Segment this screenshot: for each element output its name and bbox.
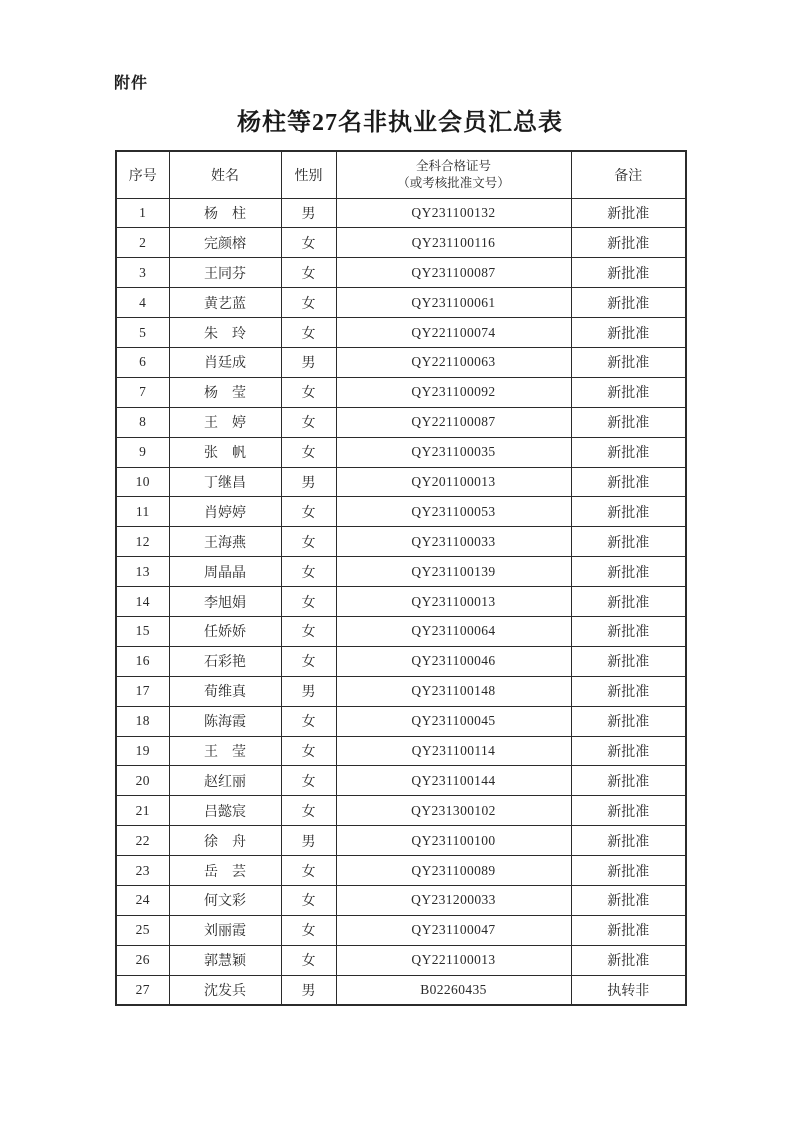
table-row xyxy=(116,347,686,377)
cell-gender: 女 xyxy=(281,885,336,915)
cell-gender: 女 xyxy=(281,318,336,348)
cell-name: 石彩艳 xyxy=(169,646,281,676)
cell-remark: 新批准 xyxy=(571,796,686,826)
cell-name: 肖婷婷 xyxy=(169,497,281,527)
cell-index: 2 xyxy=(116,228,169,258)
cell-index: 6 xyxy=(116,347,169,377)
cell-remark: 新批准 xyxy=(571,467,686,497)
header-row xyxy=(116,151,686,198)
cell-name: 徐 舟 xyxy=(169,826,281,856)
cell-name: 王 婷 xyxy=(169,407,281,437)
cell-name: 赵红丽 xyxy=(169,766,281,796)
cell-index: 9 xyxy=(116,437,169,467)
table-row xyxy=(116,407,686,437)
table-row xyxy=(116,856,686,886)
cell-cert: QY231100013 xyxy=(336,587,571,617)
cell-cert: QY231200033 xyxy=(336,885,571,915)
cell-cert: QY231100139 xyxy=(336,557,571,587)
cell-name: 李旭娟 xyxy=(169,587,281,617)
table-row xyxy=(116,497,686,527)
cell-gender: 女 xyxy=(281,766,336,796)
cell-name: 杨 莹 xyxy=(169,377,281,407)
cell-index: 13 xyxy=(116,557,169,587)
table-row xyxy=(116,796,686,826)
cell-remark: 新批准 xyxy=(571,945,686,975)
cell-index: 25 xyxy=(116,915,169,945)
cell-name: 王同芬 xyxy=(169,258,281,288)
cell-cert: QY231100033 xyxy=(336,527,571,557)
table-row xyxy=(116,258,686,288)
cell-remark: 新批准 xyxy=(571,766,686,796)
cell-gender: 女 xyxy=(281,527,336,557)
table-row xyxy=(116,527,686,557)
cell-name: 完颜榕 xyxy=(169,228,281,258)
cell-remark: 新批准 xyxy=(571,288,686,318)
cell-index: 15 xyxy=(116,616,169,646)
cell-index: 4 xyxy=(116,288,169,318)
table-row xyxy=(116,826,686,856)
cell-index: 23 xyxy=(116,856,169,886)
cell-remark: 新批准 xyxy=(571,706,686,736)
cell-cert: QY231100114 xyxy=(336,736,571,766)
cell-name: 王海燕 xyxy=(169,527,281,557)
cell-cert: QY221100074 xyxy=(336,318,571,348)
cell-gender: 女 xyxy=(281,377,336,407)
header-gender: 性别 xyxy=(281,151,336,198)
cell-cert: QY221100013 xyxy=(336,945,571,975)
table-row xyxy=(116,318,686,348)
cell-gender: 男 xyxy=(281,975,336,1005)
table-row xyxy=(116,228,686,258)
cell-remark: 新批准 xyxy=(571,676,686,706)
cell-remark: 新批准 xyxy=(571,587,686,617)
cell-name: 陈海霞 xyxy=(169,706,281,736)
cell-remark: 新批准 xyxy=(571,527,686,557)
cell-name: 肖廷成 xyxy=(169,347,281,377)
cell-gender: 女 xyxy=(281,706,336,736)
cell-name: 刘丽霞 xyxy=(169,915,281,945)
table-row xyxy=(116,885,686,915)
cell-remark: 新批准 xyxy=(571,915,686,945)
table-row xyxy=(116,646,686,676)
table-row xyxy=(116,377,686,407)
cell-name: 周晶晶 xyxy=(169,557,281,587)
cell-index: 8 xyxy=(116,407,169,437)
cell-gender: 女 xyxy=(281,288,336,318)
cell-remark: 新批准 xyxy=(571,198,686,228)
cell-name: 岳 芸 xyxy=(169,856,281,886)
table-row xyxy=(116,975,686,1005)
cell-name: 丁继昌 xyxy=(169,467,281,497)
cell-name: 黄艺蓝 xyxy=(169,288,281,318)
cell-cert: QY221100063 xyxy=(336,347,571,377)
cell-remark: 新批准 xyxy=(571,228,686,258)
cell-index: 27 xyxy=(116,975,169,1005)
cell-remark: 新批准 xyxy=(571,258,686,288)
cell-cert: QY231100087 xyxy=(336,258,571,288)
cell-index: 18 xyxy=(116,706,169,736)
cell-gender: 女 xyxy=(281,228,336,258)
cell-gender: 女 xyxy=(281,587,336,617)
cell-cert: QY231300102 xyxy=(336,796,571,826)
cell-remark: 新批准 xyxy=(571,826,686,856)
cell-gender: 女 xyxy=(281,407,336,437)
cell-gender: 女 xyxy=(281,736,336,766)
cell-gender: 女 xyxy=(281,258,336,288)
cell-gender: 女 xyxy=(281,945,336,975)
cell-remark: 新批准 xyxy=(571,557,686,587)
header-name: 姓名 xyxy=(169,151,281,198)
cell-gender: 男 xyxy=(281,826,336,856)
cell-name: 荀维真 xyxy=(169,676,281,706)
header-index: 序号 xyxy=(116,151,169,198)
cell-cert: QY231100064 xyxy=(336,616,571,646)
table-row xyxy=(116,288,686,318)
cell-index: 5 xyxy=(116,318,169,348)
cell-cert: QY231100045 xyxy=(336,706,571,736)
cell-gender: 女 xyxy=(281,437,336,467)
cell-cert: QY231100144 xyxy=(336,766,571,796)
table-row xyxy=(116,945,686,975)
cell-remark: 新批准 xyxy=(571,616,686,646)
cell-gender: 男 xyxy=(281,198,336,228)
member-table-body xyxy=(116,198,686,1005)
cell-gender: 女 xyxy=(281,915,336,945)
cell-gender: 女 xyxy=(281,646,336,676)
cell-remark: 执转非 xyxy=(571,975,686,1005)
page-title: 杨柱等27名非执业会员汇总表 xyxy=(237,110,563,136)
cell-index: 10 xyxy=(116,467,169,497)
cell-index: 1 xyxy=(116,198,169,228)
table-row xyxy=(116,616,686,646)
cell-index: 26 xyxy=(116,945,169,975)
cell-name: 沈发兵 xyxy=(169,975,281,1005)
cell-index: 16 xyxy=(116,646,169,676)
cell-remark: 新批准 xyxy=(571,497,686,527)
cell-index: 17 xyxy=(116,676,169,706)
table-row xyxy=(116,587,686,617)
cell-index: 22 xyxy=(116,826,169,856)
cell-gender: 女 xyxy=(281,856,336,886)
cell-remark: 新批准 xyxy=(571,856,686,886)
cell-remark: 新批准 xyxy=(571,646,686,676)
cell-cert: B02260435 xyxy=(336,975,571,1005)
cell-index: 7 xyxy=(116,377,169,407)
table-row xyxy=(116,467,686,497)
cell-remark: 新批准 xyxy=(571,318,686,348)
cell-index: 14 xyxy=(116,587,169,617)
cell-cert: QY231100132 xyxy=(336,198,571,228)
cell-cert: QY231100047 xyxy=(336,915,571,945)
cell-name: 吕懿宸 xyxy=(169,796,281,826)
cell-cert: QY231100053 xyxy=(336,497,571,527)
cell-cert: QY231100092 xyxy=(336,377,571,407)
cell-cert: QY231100100 xyxy=(336,826,571,856)
cell-remark: 新批准 xyxy=(571,885,686,915)
cell-cert: QY201100013 xyxy=(336,467,571,497)
cell-gender: 女 xyxy=(281,497,336,527)
cell-gender: 男 xyxy=(281,676,336,706)
cell-index: 21 xyxy=(116,796,169,826)
cell-gender: 男 xyxy=(281,467,336,497)
table-row xyxy=(116,736,686,766)
cell-index: 11 xyxy=(116,497,169,527)
cell-index: 24 xyxy=(116,885,169,915)
cell-name: 张 帆 xyxy=(169,437,281,467)
table-row xyxy=(116,198,686,228)
cell-name: 郭慧颖 xyxy=(169,945,281,975)
cell-name: 朱 玲 xyxy=(169,318,281,348)
cell-remark: 新批准 xyxy=(571,347,686,377)
header-remark: 备注 xyxy=(571,151,686,198)
table-row xyxy=(116,915,686,945)
cell-gender: 女 xyxy=(281,616,336,646)
cell-cert: QY231100035 xyxy=(336,437,571,467)
table-row xyxy=(116,766,686,796)
cell-index: 19 xyxy=(116,736,169,766)
cell-remark: 新批准 xyxy=(571,437,686,467)
cell-cert: QY231100046 xyxy=(336,646,571,676)
table-row xyxy=(116,557,686,587)
cell-index: 12 xyxy=(116,527,169,557)
cell-remark: 新批准 xyxy=(571,377,686,407)
cell-gender: 男 xyxy=(281,347,336,377)
cell-index: 20 xyxy=(116,766,169,796)
header-cert xyxy=(336,151,571,198)
cell-cert: QY231100148 xyxy=(336,676,571,706)
cell-remark: 新批准 xyxy=(571,736,686,766)
cell-cert: QY231100061 xyxy=(336,288,571,318)
cell-cert: QY231100116 xyxy=(336,228,571,258)
header-cert-line2: （或考核批准文号） xyxy=(397,175,510,190)
table-row xyxy=(116,676,686,706)
attachment-label: 附件 xyxy=(114,75,149,92)
table-row xyxy=(116,706,686,736)
cell-cert: QY221100087 xyxy=(336,407,571,437)
member-table xyxy=(115,150,687,1006)
cell-name: 任娇娇 xyxy=(169,616,281,646)
cell-remark: 新批准 xyxy=(571,407,686,437)
header-cert-line1: 全科合格证号 xyxy=(415,158,491,173)
table-row xyxy=(116,437,686,467)
cell-name: 王 莹 xyxy=(169,736,281,766)
cell-gender: 女 xyxy=(281,796,336,826)
cell-cert: QY231100089 xyxy=(336,856,571,886)
cell-gender: 女 xyxy=(281,557,336,587)
cell-name: 杨 柱 xyxy=(169,198,281,228)
cell-index: 3 xyxy=(116,258,169,288)
cell-name: 何文彩 xyxy=(169,885,281,915)
